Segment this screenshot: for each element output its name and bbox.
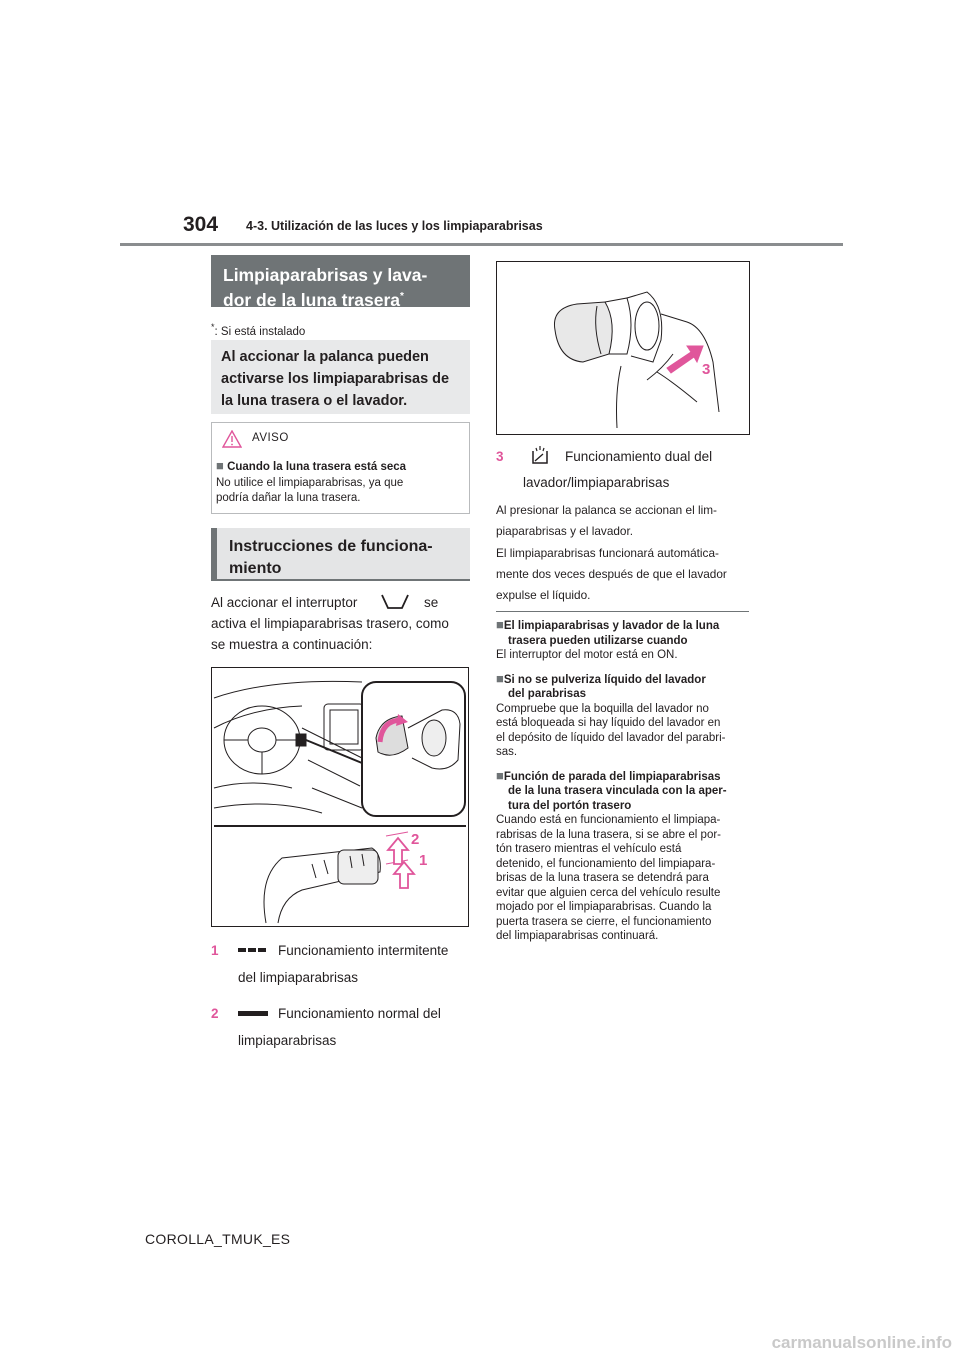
para-line-3: se muestra a continuación:	[211, 637, 373, 652]
lever-figure	[211, 667, 469, 927]
info-line: Al accionar la palanca pueden	[221, 349, 429, 365]
warning-text-1: No utilice el limpiaparabrisas, ya que	[216, 477, 404, 489]
para-line-1: Al accionar el interruptor se	[211, 595, 439, 610]
notes	[496, 618, 758, 944]
notes-divider	[496, 611, 749, 612]
lever-illustration	[212, 668, 468, 926]
intermittent-icon-seg	[258, 948, 266, 952]
para-line: mente dos veces después de que el lavador	[496, 567, 727, 581]
item-1	[211, 940, 471, 984]
warning-text-2: podría dañar la luna trasera.	[216, 492, 361, 504]
item-3-number: 3	[496, 449, 504, 464]
note-1-text: El interruptor del motor está en ON.	[496, 649, 678, 661]
warning-heading: ■ Cuando la luna trasera está seca	[216, 458, 407, 473]
heading-line-1: Limpiaparabrisas y lava-	[223, 265, 428, 285]
note-3-line: Cuando está en funcionamiento el limpiapa-	[496, 814, 721, 826]
figure-callout-1: 1	[419, 852, 428, 869]
note-3-line: evitar que alguien cerca del vehículo resulte	[496, 886, 721, 899]
item-1-cont: del limpiaparabrisas	[238, 970, 359, 985]
figure-callout-3: 3	[702, 361, 711, 378]
warning-title: AVISO	[252, 432, 289, 444]
note-2-line: Compruebe que la boquilla del lavador no	[496, 702, 709, 715]
note-3-line: brisas de la luna trasera se detendrá para	[496, 872, 709, 884]
note-3-line: mojado por el limpiaparabrisas. Cuando la	[496, 901, 712, 913]
heading-instructions	[211, 528, 470, 580]
instruction-paragraph	[211, 592, 471, 655]
note-3-line: tón trasero mientras el vehículo está	[496, 843, 682, 855]
note-3-line: rabrisas de la luna trasera, si se abre el por-	[496, 828, 721, 841]
square-bullet-icon: ■	[496, 617, 504, 632]
para-line: piaparabrisas y el lavador.	[496, 524, 634, 538]
item-2-text: Funcionamiento normal del	[278, 1006, 441, 1021]
para-line: Al presionar la palanca se accionan el lim-	[496, 503, 717, 517]
push-figure	[496, 261, 750, 435]
item-2-cont: limpiaparabrisas	[238, 1033, 337, 1048]
info-line: la luna trasera o el lavador.	[221, 393, 408, 409]
square-bullet-icon: ■	[496, 670, 504, 686]
item-3-text: Funcionamiento dual del	[565, 449, 713, 464]
section-title: 4-3. Utilización de las luces y los limpiaparabrisas	[246, 219, 543, 233]
item-2-number: 2	[211, 1006, 219, 1021]
note-1-title: ■El limpiaparabrisas y lavador de la luna trasera pueden utilizarse cuando	[496, 617, 720, 647]
intermittent-icon-seg	[238, 948, 246, 952]
item-1-text: Funcionamiento intermitente	[278, 943, 449, 958]
push-illustration	[497, 262, 749, 434]
warning-triangle-icon	[222, 430, 242, 448]
info-line: activarse los limpiaparabrisas de	[221, 371, 450, 387]
note-3-title: ■Función de parada del limpiaparabrisas de la luna trasera vinculada con la aper- tura del portón trasero	[496, 767, 727, 812]
heading-line-2: miento	[229, 560, 282, 577]
note-2-title: ■Si no se pulveriza líquido del lavador del parabrisas	[496, 670, 706, 700]
warning-header	[222, 429, 480, 451]
note-3-line: puerta trasera se cierre, el funcionamiento	[496, 915, 712, 928]
note-3-line: del limpiaparabrisas continuará.	[496, 930, 659, 942]
heading-rear-wiper	[211, 255, 470, 310]
heading-line-1: Instrucciones de funciona-	[229, 538, 433, 555]
square-bullet-icon: ■	[496, 767, 504, 783]
heading-underline	[211, 579, 470, 581]
item-3-cont: lavador/limpiaparabrisas	[523, 475, 670, 490]
footnote	[211, 320, 305, 339]
document-code: COROLLA_TMUK_ES	[145, 1231, 291, 1247]
washer-wiper-icon	[529, 445, 551, 465]
push-paragraph	[496, 500, 756, 606]
item-3	[496, 446, 756, 490]
watermark: carmanualsonline.info	[771, 1333, 952, 1352]
warning-box	[211, 422, 470, 514]
para-line: El limpiaparabrisas funcionará automática-	[496, 546, 719, 560]
heading-line-2: dor de la luna trasera*	[223, 289, 404, 310]
item-1-number: 1	[211, 943, 219, 958]
footnote-marker: *	[211, 322, 215, 332]
intermittent-icon-seg	[248, 948, 256, 952]
para-line: expulse el líquido.	[496, 588, 591, 602]
note-2-line: está bloqueada si hay líquido del lavador en	[496, 717, 721, 729]
normal-icon	[238, 1011, 268, 1016]
footnote-text: : Si está instalado	[214, 325, 306, 338]
para-line-2: activa el limpiaparabrisas trasero, como	[211, 616, 449, 631]
figure-callout-2: 2	[411, 831, 420, 848]
item-2	[211, 1003, 471, 1047]
note-2-line: sas.	[496, 746, 518, 758]
header-rule	[120, 243, 843, 246]
page-number: 304	[183, 213, 219, 236]
note-2-line: el depósito de líquido del lavador del parabri-	[496, 731, 726, 744]
note-3-line: detenido, el funcionamiento del limpiapara-	[496, 857, 716, 870]
info-box	[211, 340, 470, 414]
square-bullet-icon: ■	[216, 458, 224, 473]
rear-wiper-switch-icon	[380, 594, 410, 610]
